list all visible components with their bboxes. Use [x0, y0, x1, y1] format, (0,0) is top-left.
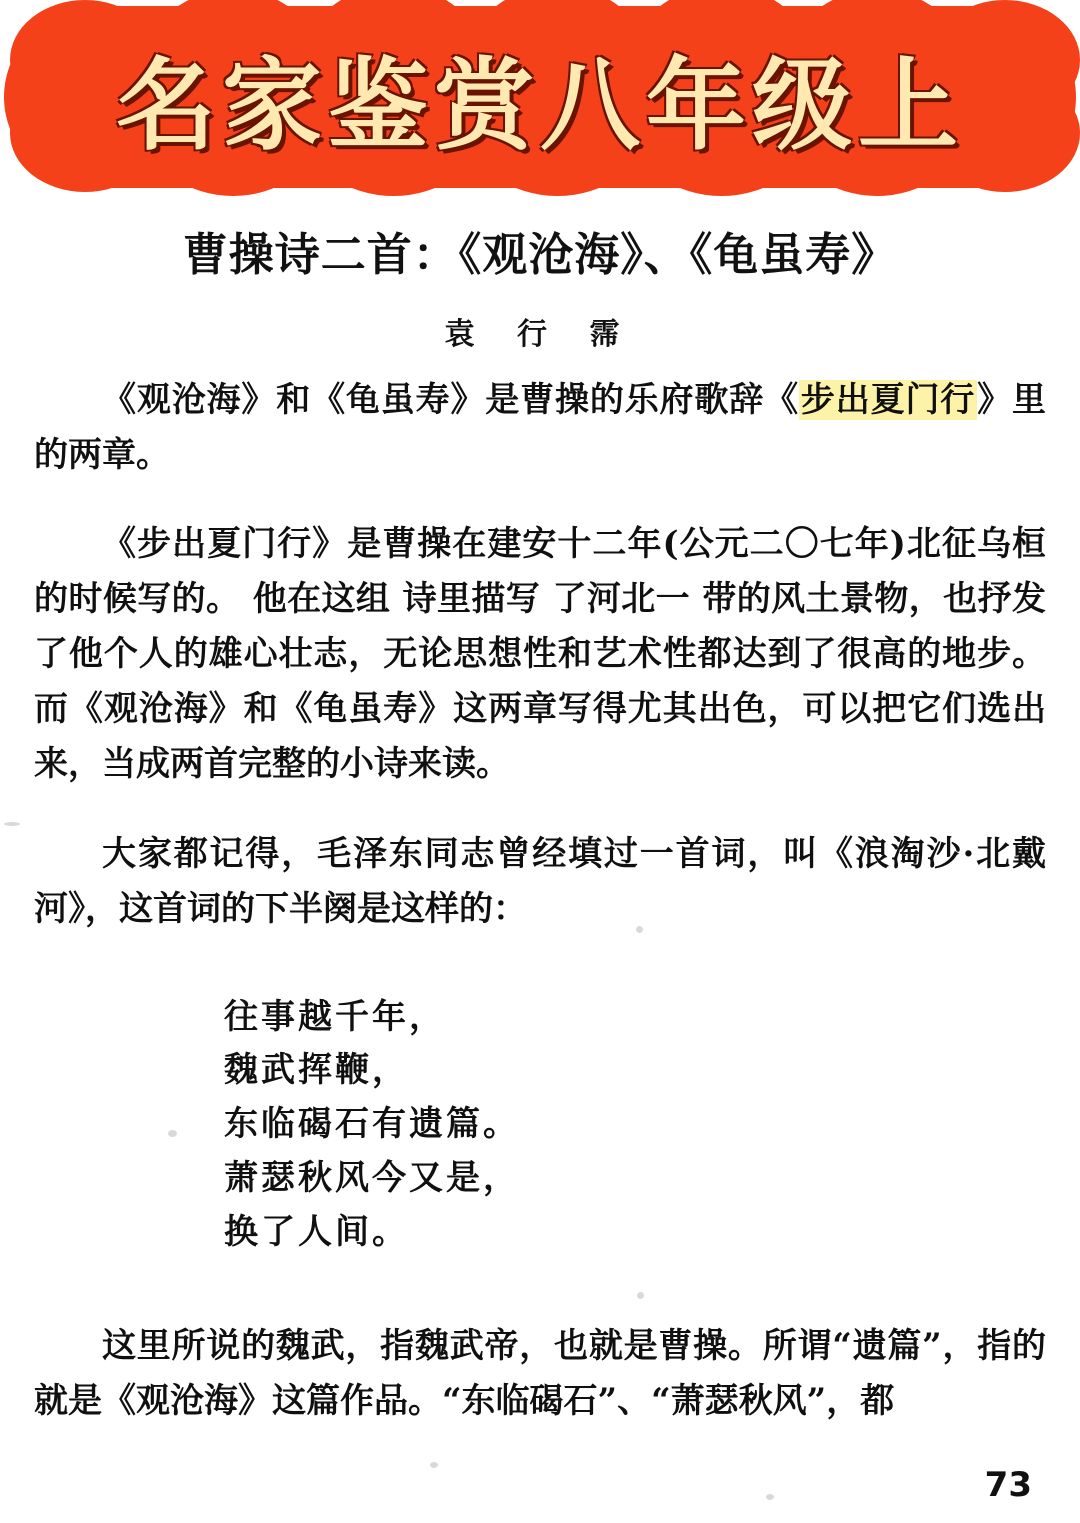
poem-line: 往事越千年，: [224, 996, 446, 1037]
header-banner: [0, 0, 1080, 196]
poem-line: 魏武挥鞭，: [224, 1050, 409, 1091]
text-run: 这里所说的魏武，指魏武帝，也就是曹操。所谓“遗篇”，指的就是《观沧海》这篇作品。“东临碣石”、“萧瑟秋风”，都: [34, 1326, 1046, 1422]
text-run: 《步出夏门行》是曹操在建安十二年(公元二〇七年)北征乌桓的时候写的。 他在这组 诗里描写 了河北一 带的风土景物，也抒发了他个人的雄心壮志，无论思想性和艺术性都达到了很高的地步。而《观沧海》和《龟虽寿》这两章写得尤其出色，可以把它们选出来，当成两首完整的小诗来读。: [34, 524, 1046, 785]
page-title: 曹操诗二首：《观沧海》、《龟虽寿》: [182, 228, 898, 281]
scan-speck: [168, 1130, 177, 1137]
scan-speck: [766, 1494, 774, 1500]
poem-line: 萧瑟秋风今又是，: [224, 1157, 520, 1198]
scan-speck: [430, 1462, 438, 1468]
poem-block: [34, 991, 1046, 1260]
paragraph: [34, 517, 1046, 792]
highlighted-text: 步出夏门行: [800, 380, 976, 420]
text-run: 》里的两章。: [34, 380, 1047, 476]
paragraph: [34, 1319, 1046, 1429]
poem-line: 换了人间。: [224, 1211, 409, 1252]
poem-line: 东临碣石有遗篇。: [224, 1104, 520, 1145]
paragraph: [34, 373, 1046, 483]
scan-speck: [636, 926, 643, 933]
article-body: [0, 218, 1080, 1429]
banner-title: 名家鉴赏八年级上: [116, 46, 964, 164]
author-name: 袁 行 霈: [444, 317, 636, 352]
scan-speck: [4, 822, 20, 826]
page-number: 73: [984, 1465, 1032, 1505]
text-run: 《观沧海》和《龟虽寿》是曹操的乐府歌辞《: [102, 380, 799, 420]
scan-speck: [637, 1292, 644, 1299]
paragraph: [34, 827, 1046, 937]
text-run: 大家都记得，毛泽东同志曾经填过一首词，叫《浪淘沙·北戴河》，这首词的下半阕是这样的：: [34, 833, 1046, 929]
